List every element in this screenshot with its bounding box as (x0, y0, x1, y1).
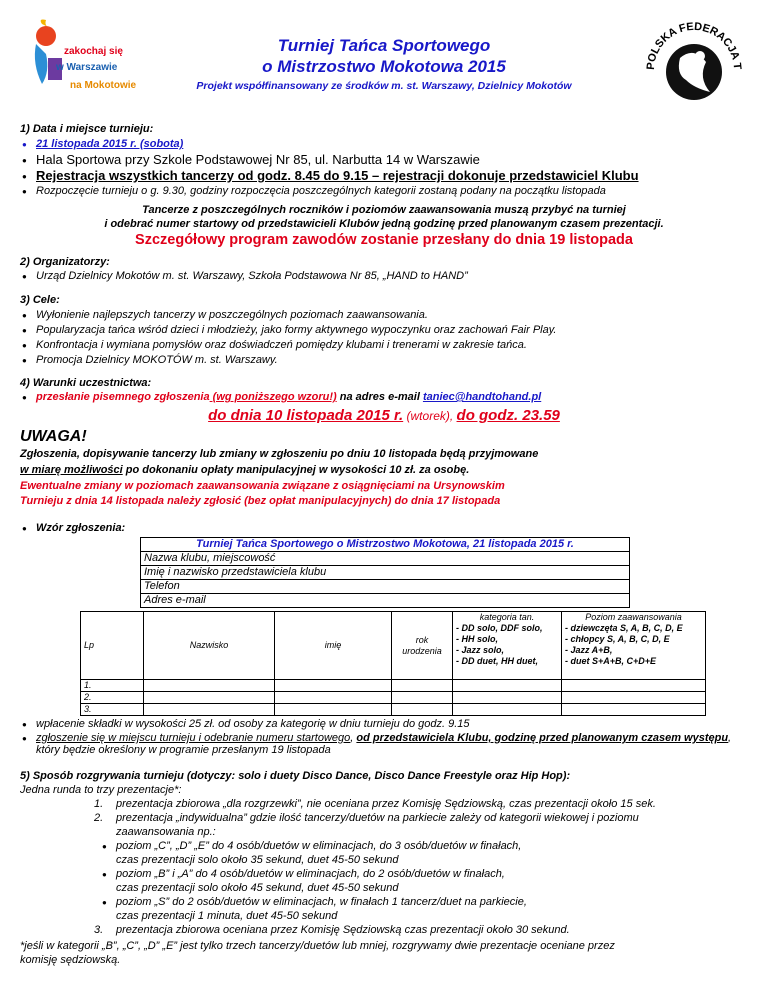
arrival-rest: , który będzie określony w programie przesłanym 19 listopada (36, 732, 732, 756)
section4-deadline (0, 407, 768, 425)
level-c-d-e: ● poziom „C”, „D” „E” do 4 osób/duetów w eliminacjach, do 3 osób/duetów w finałach, (116, 840, 521, 852)
section4-item (36, 391, 541, 403)
col-imie: imię (275, 612, 392, 680)
svg-text:na Mokotowie: na Mokotowie (70, 80, 137, 91)
kategoria-title: kategoria tan. (479, 612, 535, 622)
section5-intro: Jedna runda to trzy prezentacje*: (20, 784, 182, 796)
row-number: 1. (81, 680, 144, 692)
section3-item: ● Wyłonienie najlepszych tancerzy w poszczególnych poziomach zaawansowania. (36, 309, 428, 321)
row-number: 2. (81, 692, 144, 704)
field-representative[interactable]: Imię i nazwisko przedstawiciela klubu (141, 566, 630, 580)
footnote-line1: *jeśli w kategorii „B”, „C”, „D” „E” jest tylko trzech tancerzy/duetów lub mniej, rozgrywamy dwie prezentacje oceniane przez (20, 940, 615, 952)
warning-line2 (20, 464, 469, 476)
poziom-item: - chłopcy S, A, B, C, D, E (565, 634, 670, 644)
participants-table (80, 611, 706, 716)
col-lp: Lp (81, 612, 144, 680)
warning-line3: Ewentualne zmiany w poziomach zaawansowania związane z osiągnięciami na Ursynowskim (20, 480, 505, 492)
deadline-date: do dnia 10 listopada 2015 r. (208, 407, 404, 424)
svg-text:POLSKA FEDERACJA TAŃCA: POLSKA FEDERACJA T (644, 20, 744, 71)
email-link[interactable]: taniec@handtohand.pl (422, 391, 542, 403)
field-email[interactable]: Adres e-mail (141, 594, 630, 608)
section1-start: ● Rozpoczęcie turnieju o g. 9.30, godziny rozpoczęcia poszczególnych kategorii zostaną podany na początku listopada (36, 185, 606, 197)
section2-item: ● Urząd Dzielnicy Mokotów m. st. Warszawy, Szkoła Podstawowa Nr 85, „HAND to HAND” (36, 270, 468, 282)
step-number: 1. (94, 798, 104, 810)
section5-heading: 5) Sposób rozgrywania turnieju (dotyczy: solo i duety Disco Dance, Disco Dance Freestyle oraz Hip Hop): (20, 770, 571, 782)
poziom-item: - duet S+A+B, C+D+E (565, 656, 657, 666)
step-2-line1: prezentacja „indywidualna” gdzie ilość tancerzy/duetów na parkiecie zależy od kategorii wiekowej i poziomu (116, 812, 639, 824)
field-phone[interactable]: Telefon (141, 580, 630, 594)
row-number: 3. (81, 704, 144, 716)
form-label: ● Wzór zgłoszenia: (36, 522, 125, 534)
poziom-item: - Jazz A+B, (565, 645, 613, 655)
kategoria-item: - DD solo, DDF solo, (456, 623, 543, 633)
kategoria-item: - DD duet, HH duet, (456, 656, 538, 666)
title-line-2: o Mistrzostwo Mokotowa 2015 (262, 57, 506, 76)
section1-note-line1: Tancerze z poszczególnych roczników i poziomów zaawansowania muszą przybyć na turniej (142, 204, 626, 216)
section3-item: ● Promocja Dzielnicy MOKOTÓW m. st. Warszawy. (36, 354, 278, 366)
arrival-comma: , (350, 732, 357, 744)
arrival-emphasis: od przedstawiciela Klubu, godzinę przed planowanym czasem występu (356, 732, 729, 744)
level-s: ● poziom „S” do 2 osób/duetów w eliminacjach, w finałach 1 tancerz/duet na parkiecie, (116, 896, 527, 908)
section3-heading: 3) Cele: (20, 294, 60, 306)
section4-heading: 4) Warunki uczestnictwa: (20, 377, 152, 389)
deadline-time: do godz. 23.59 (456, 407, 560, 424)
col-poziom (562, 612, 706, 680)
title-line-1: Turniej Tańca Sportowego (277, 36, 491, 55)
arrival-text: zgłoszenie się w miejscu turnieju i odebranie numeru startowego (36, 732, 351, 744)
submission-text: przesłanie pisemnego zgłoszenia (36, 391, 210, 403)
field-club-name[interactable]: Nazwa klubu, miejscowość (141, 552, 630, 566)
table-row[interactable] (81, 680, 706, 692)
kategoria-item: - HH solo, (456, 634, 498, 644)
payment-arrival (36, 732, 748, 756)
table-row[interactable] (81, 704, 706, 716)
step-1: prezentacja zbiorowa „dla rozgrzewki”, nie oceniana przez Komisję Sędziowską, czas prezentacji około 15 sek. (116, 798, 656, 810)
step-number: 3. (94, 924, 104, 936)
step-2-line2: zaawansowania np.: (116, 826, 216, 838)
section1-note-line2: i odebrać numer startowy od przedstawicieli Klubów jedną godzinę przed planowanym czasem prezentacji. (104, 218, 664, 230)
section3-item: ● Popularyzacja tańca wśród dzieci i młodzieży, jako formy aktywnego wypoczynku oraz zachowań Fair Play. (36, 324, 556, 336)
level-a-b-time: czas prezentacji solo około 45 sekund, duet 45-50 sekund (116, 882, 399, 894)
section1-place: ● Hala Sportowa przy Szkole Podstawowej Nr 85, ul. Narbutta 14 w Warszawie (36, 152, 480, 167)
section2-heading: 2) Organizatorzy: (20, 256, 110, 268)
warning-line2-emphasis: w miarę możliwości (20, 464, 123, 476)
section3-item: ● Konfrontacja i wymiana pomysłów oraz doświadczeń pomiędzy klubami i trenerami w zakresie tańca. (36, 339, 527, 351)
payment-fee: ● wpłacenie składki w wysokości 25 zł. od osoby za kategorię w dniu turnieju do godz. 9.15 (36, 718, 470, 730)
warning-line4: Turnieju z dnia 14 listopada należy zgłosić (bez opłat manipulacyjnych) do dnia 17 listopada (20, 495, 501, 507)
section1-date: ● 21 listopada 2015 r. (sobota) (36, 138, 183, 150)
level-c-d-e-time: czas prezentacji solo około 35 sekund, duet 45-50 sekund (116, 854, 399, 866)
col-nazwisko: Nazwisko (144, 612, 275, 680)
kategoria-item: - Jazz solo, (456, 645, 505, 655)
submission-address-label: na adres e-mail (336, 391, 423, 403)
col-kategoria (453, 612, 562, 680)
col-rok: rok urodzenia (392, 612, 453, 680)
poziom-item: - dziewczęta S, A, B, C, D, E (565, 623, 683, 633)
deadline-day: (wtorek), (403, 409, 457, 423)
step-3: prezentacja zbiorowa oceniana przez Komisję Sędziowską czas prezentacji około 30 sekund. (116, 924, 570, 936)
warning-heading: UWAGA! (20, 428, 87, 445)
section1-registration: ● Rejestracja wszystkich tancerzy od godz. 8.45 do 9.15 – rejestracji dokonuje przedstawiciel Klubu (36, 168, 639, 183)
step-number: 2. (94, 812, 104, 824)
table-row[interactable] (81, 692, 706, 704)
svg-text:zakochaj się: zakochaj się (64, 46, 123, 57)
svg-text:w Warszawie: w Warszawie (56, 62, 118, 73)
club-info-table (140, 537, 630, 608)
level-a-b: ● poziom „B” i „A” do 4 osób/duetów w eliminacjach, do 2 osób/duetów w finałach, (116, 868, 505, 880)
section1-heading: 1) Data i miejsce turnieju: (20, 123, 154, 135)
section1-program: Szczegółowy program zawodów zostanie przesłany do dnia 19 listopada (135, 232, 633, 248)
warning-line2-rest: po dokonaniu opłaty manipulacyjnej w wysokości 10 zł. za osobę. (122, 464, 470, 476)
form-title: Turniej Tańca Sportowego o Mistrzostwo Mokotowa, 21 listopada 2015 r. (141, 538, 630, 552)
subtitle: Projekt współfinansowany ze środków m. st. Warszawy, Dzielnicy Mokotów (196, 80, 572, 92)
warning-line1: Zgłoszenia, dopisywanie tancerzy lub zmiany w zgłoszeniu po dniu 10 listopada będą przyjmowane (20, 448, 539, 460)
footnote-line2: komisję sędziowską. (20, 954, 121, 966)
poziom-title: Poziom zaawansowania (585, 612, 682, 622)
level-s-time: czas prezentacji 1 minuta, duet 45-50 sekund (116, 910, 338, 922)
submission-note: (wg poniższego wzoru!) (209, 391, 337, 403)
